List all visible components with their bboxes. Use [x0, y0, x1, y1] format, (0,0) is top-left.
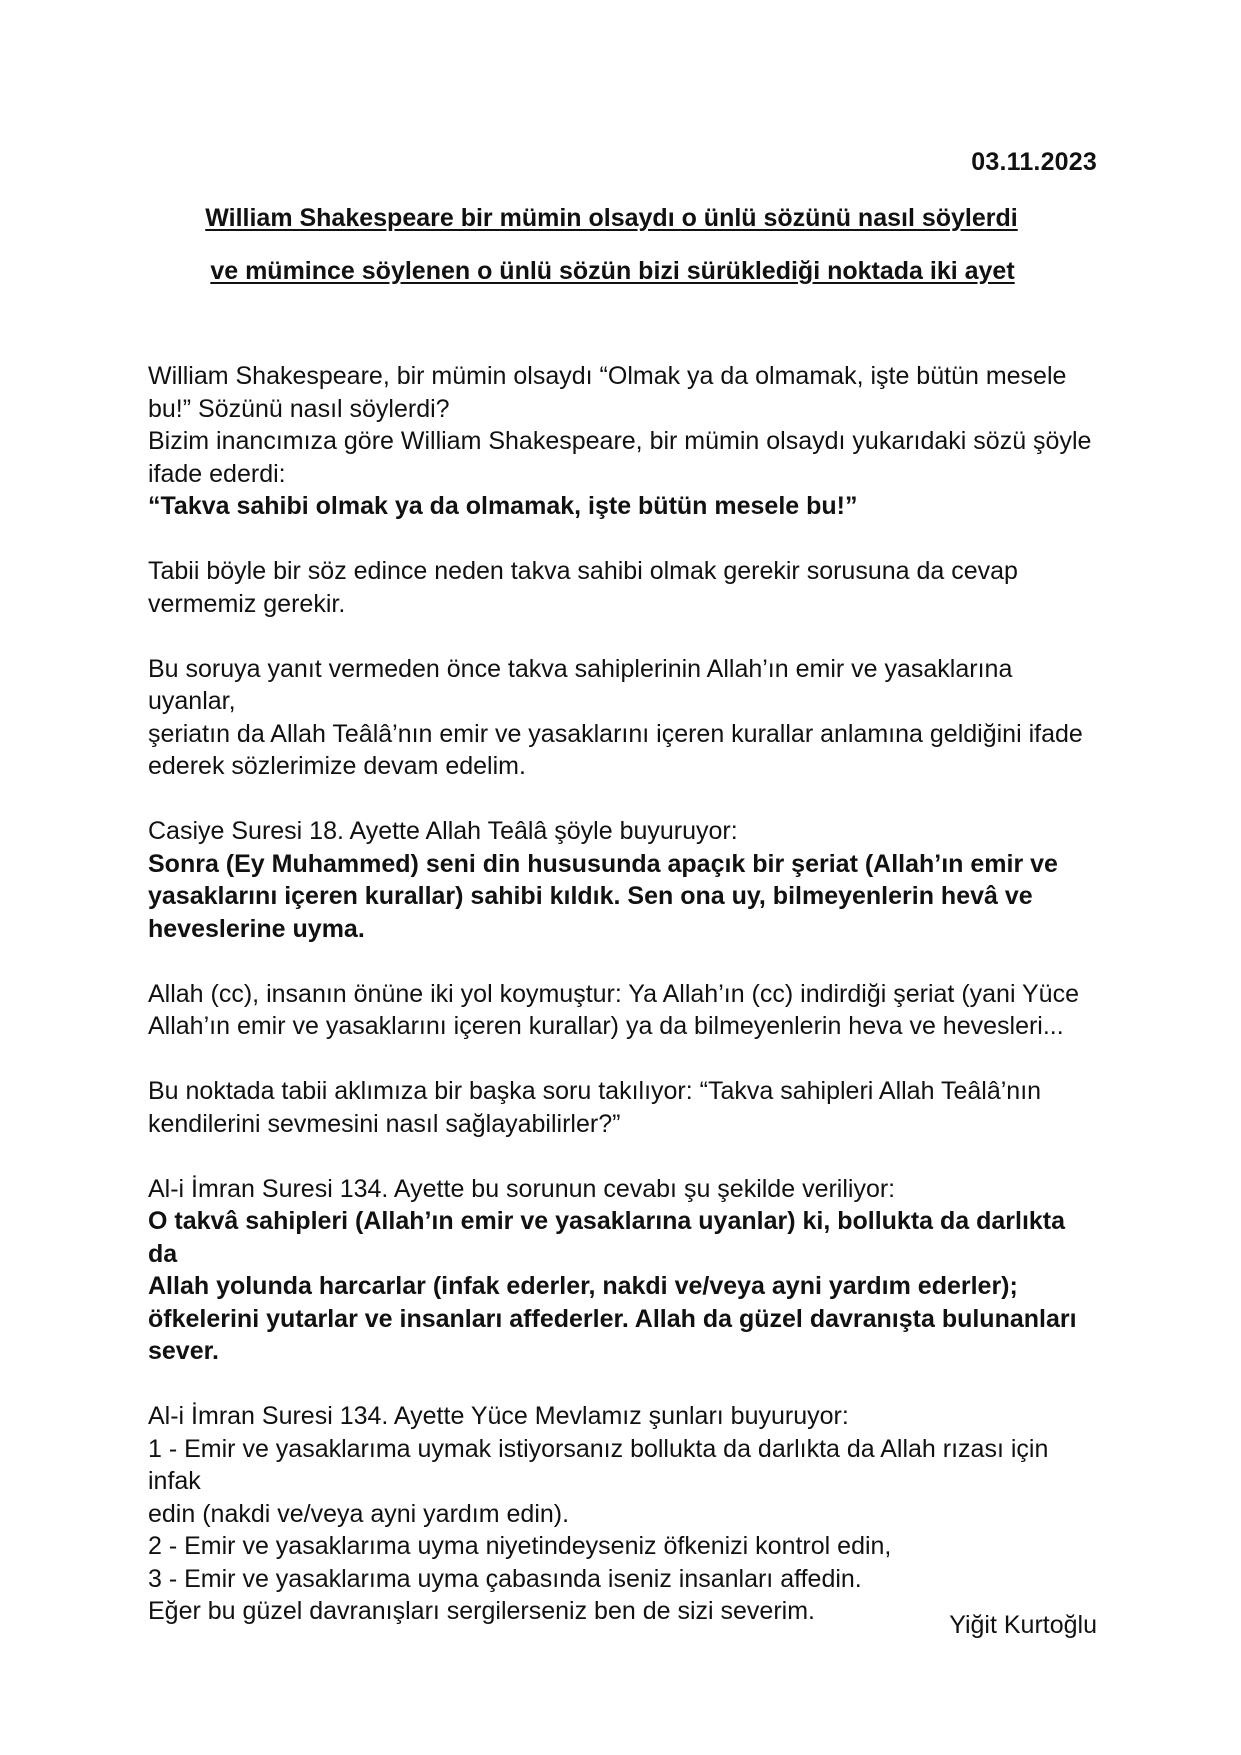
- paragraph-gap: [148, 1140, 1098, 1173]
- text-line: ederek sözlerimize devam edelim.: [148, 752, 526, 780]
- text-line: Casiye Suresi 18. Ayette Allah Teâlâ şöyle buyuruyor:: [148, 817, 738, 845]
- document-date: 03.11.2023: [971, 148, 1097, 176]
- text-line: Allah’ın emir ve yasaklarını içeren kurallar) ya da bilmeyenlerin heva ve hevesleri...: [148, 1012, 1064, 1040]
- paragraph-gap: [148, 1043, 1098, 1076]
- paragraph-gap: [148, 783, 1098, 816]
- text-line: Al-i İmran Suresi 134. Ayette Yüce Mevlamız şunları buyuruyor:: [148, 1402, 849, 1430]
- quote-line: “Takva sahibi olmak ya da olmamak, işte bütün mesele bu!”: [148, 492, 858, 520]
- verse-line: heveslerine uyma.: [148, 914, 365, 943]
- list-item-continuation: edin (nakdi ve/veya ayni yardım edin).: [148, 1499, 570, 1528]
- paragraph-gap: [148, 523, 1098, 556]
- list-item: 2 - Emir ve yasaklarıma uyma niyetindeyseniz öfkenizi kontrol edin,: [148, 1532, 892, 1560]
- text-line: Bu noktada tabii aklımıza bir başka soru takılıyor: “Takva sahipleri Allah Teâlâ’nın: [148, 1077, 1042, 1105]
- verse-line: sever.: [148, 1337, 219, 1365]
- text-line: Allah (cc), insanın önüne iki yol koymuştur: Ya Allah’ın (cc) indirdiği şeriat (yani Yüce: [148, 979, 1079, 1008]
- text-line: vermemiz gerekir.: [148, 589, 346, 618]
- text-line: bu!” Sözünü nasıl söylerdi?: [148, 394, 450, 423]
- paragraph-gap: [148, 945, 1098, 978]
- title-line-2: ve mümince söylenen o ünlü sözün bizi sürüklediği noktada iki ayet: [210, 257, 1015, 285]
- text-line: Al-i İmran Suresi 134. Ayette bu sorunun cevabı şu şekilde veriliyor:: [148, 1174, 896, 1203]
- text-line: kendilerini sevmesini nasıl sağlayabilirler?”: [148, 1109, 621, 1138]
- verse-line: yasaklarını içeren kurallar) sahibi kıldık. Sen ona uy, bilmeyenlerin hevâ ve: [148, 882, 1033, 910]
- verse-line: öfkelerini yutarlar ve insanları affederler. Allah da güzel davranışta bulunanları: [148, 1304, 1077, 1333]
- text-line: William Shakespeare, bir mümin olsaydı “Olmak ya da olmamak, işte bütün mesele: [148, 362, 1067, 390]
- verse-line: Allah yolunda harcarlar (infak ederler, nakdi ve/veya ayni yardım ederler);: [148, 1272, 1018, 1300]
- list-item: 1 - Emir ve yasaklarıma uymak istiyorsanız bollukta da darlıkta da Allah rızası için infak: [148, 1434, 1049, 1495]
- text-line: Bu soruya yanıt vermeden önce takva sahiplerinin Allah’ın emir ve yasaklarına uyanlar,: [148, 654, 1013, 715]
- list-item: 3 - Emir ve yasaklarıma uyma çabasında iseniz insanları affedin.: [148, 1564, 862, 1593]
- text-line: şeriatın da Allah Teâlâ’nın emir ve yasaklarını içeren kurallar anlamına geldiğini ifade: [148, 719, 1083, 748]
- document-body: [148, 360, 1098, 1628]
- paragraph-gap: [148, 1368, 1098, 1401]
- paragraph-gap: [148, 620, 1098, 653]
- text-line: ifade ederdi:: [148, 459, 286, 488]
- text-line: Eğer bu güzel davranışları sergilerseniz ben de sizi severim.: [148, 1597, 815, 1625]
- text-line: Bizim inancımıza göre William Shakespeare, bir mümin olsaydı yukarıdaki sözü şöyle: [148, 427, 1092, 455]
- verse-line: Sonra (Ey Muhammed) seni din hususunda apaçık bir şeriat (Allah’ın emir ve: [148, 849, 1058, 878]
- author-signature: Yiğit Kurtoğlu: [949, 1611, 1097, 1639]
- title-line-1: William Shakespeare bir mümin olsaydı o ünlü sözünü nasıl söylerdi: [205, 204, 1018, 232]
- verse-line: O takvâ sahipleri (Allah’ın emir ve yasaklarına uyanlar) ki, bollukta da darlıkta da: [148, 1207, 1066, 1268]
- text-line: Tabii böyle bir söz edince neden takva sahibi olmak gerekir sorusuna da cevap: [148, 557, 1018, 585]
